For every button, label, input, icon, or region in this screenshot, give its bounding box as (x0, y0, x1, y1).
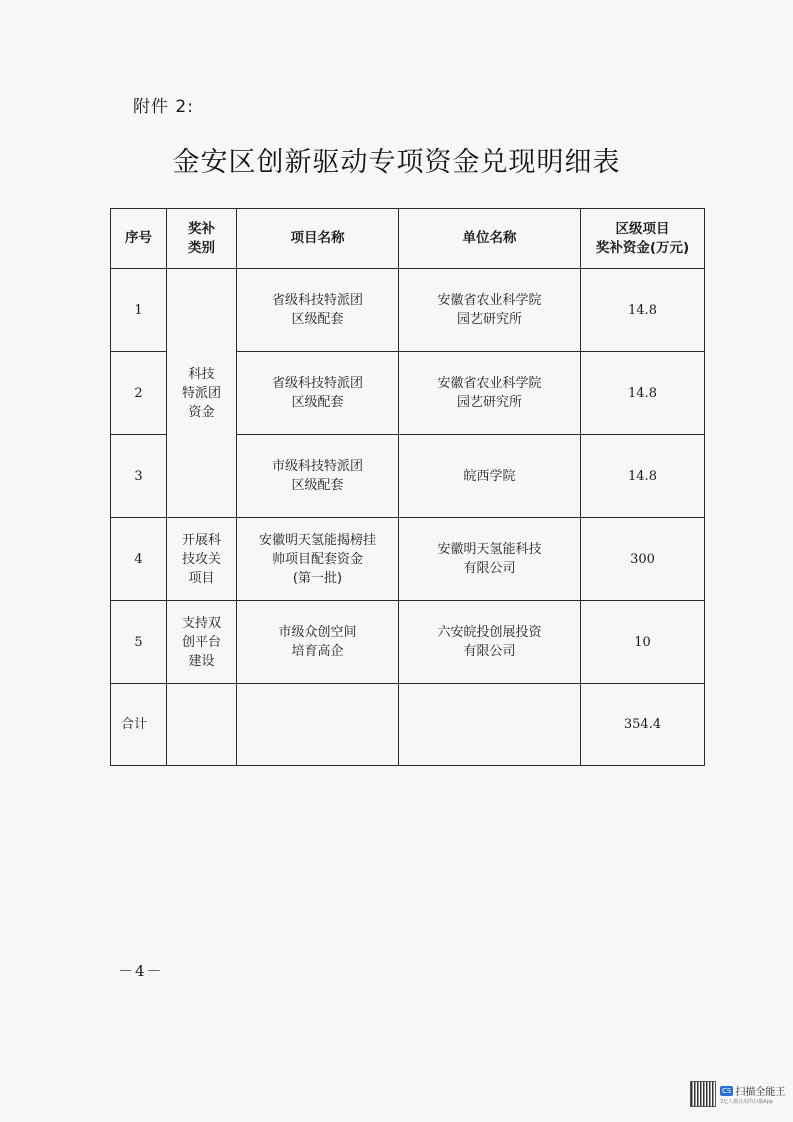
unit-line: 有限公司 (463, 561, 516, 576)
row-seq: 5 (111, 601, 167, 684)
project-line: 省级科技特派团 (271, 376, 363, 391)
category-line: 特派团 (181, 385, 221, 401)
amount-cell: 14.8 (581, 352, 705, 435)
project-line: (第一批) (292, 570, 343, 586)
header-category-line2: 类别 (188, 239, 215, 256)
table-row (111, 601, 705, 684)
row-seq: 4 (111, 518, 167, 601)
header-unit: 单位名称 (399, 209, 581, 269)
project-line: 安徽明天氢能揭榜挂 (258, 532, 376, 548)
header-category-line1: 奖补 (188, 220, 215, 237)
funding-detail-table (110, 208, 705, 766)
table-row (111, 269, 705, 352)
scanner-badge-text (720, 1083, 785, 1105)
category-line: 开展科 (181, 532, 221, 548)
unit-line: 安徽明天氢能科技 (437, 542, 542, 557)
category-line: 支持双 (181, 615, 221, 631)
category-line: 创平台 (181, 634, 221, 650)
unit-cell (399, 601, 581, 684)
project-cell (237, 352, 399, 435)
category-line: 资金 (188, 404, 215, 420)
project-line: 市级众创空间 (278, 625, 357, 640)
unit-line: 六安皖投创展投资 (437, 625, 542, 640)
unit-cell (399, 352, 581, 435)
row-seq: 3 (111, 435, 167, 518)
unit-line: 安徽省农业科学院 (437, 376, 542, 391)
category-cell (167, 601, 237, 684)
unit-line: 园艺研究所 (456, 395, 522, 410)
header-amount (581, 209, 705, 269)
header-amount-line2: 奖补资金(万元) (595, 239, 690, 256)
category-line: 技攻关 (181, 551, 221, 567)
category-line: 项目 (188, 570, 215, 586)
table-total-row (111, 684, 705, 766)
unit-line: 园艺研究所 (456, 312, 522, 327)
amount-cell: 14.8 (581, 435, 705, 518)
scanner-brand: 扫描全能王 (735, 1087, 786, 1098)
scanner-tagline: 3亿人都在用的扫描App (720, 1099, 773, 1105)
project-line: 区级配套 (291, 478, 344, 493)
total-label: 合计 (111, 684, 167, 766)
unit-cell: 皖西学院 (399, 435, 581, 518)
row-seq: 2 (111, 352, 167, 435)
unit-line: 安徽省农业科学院 (437, 293, 542, 308)
category-cell (167, 518, 237, 601)
document-title: 金安区创新驱动专项资金兑现明细表 (172, 147, 621, 178)
amount-cell: 14.8 (581, 269, 705, 352)
empty-cell (237, 684, 399, 766)
header-seq: 序号 (111, 209, 167, 269)
category-line: 建设 (188, 653, 215, 669)
empty-cell (167, 684, 237, 766)
project-line: 培育高企 (291, 644, 344, 659)
scanner-badge-top (720, 1083, 785, 1098)
project-line: 区级配套 (291, 395, 344, 410)
header-amount-line1: 区级项目 (615, 220, 670, 237)
project-line: 省级科技特派团 (271, 293, 363, 308)
project-cell (237, 435, 399, 518)
scanner-watermark (690, 1078, 786, 1110)
qr-code-icon (690, 1081, 716, 1107)
project-line: 市级科技特派团 (271, 459, 363, 474)
project-line: 区级配套 (291, 312, 344, 327)
project-cell (237, 601, 399, 684)
unit-cell (399, 518, 581, 601)
table-header-row (111, 209, 705, 269)
unit-cell (399, 269, 581, 352)
empty-cell (399, 684, 581, 766)
header-category (167, 209, 237, 269)
table-row (111, 518, 705, 601)
project-cell (237, 518, 399, 601)
page-number: －4－ (118, 962, 164, 980)
total-amount: 354.4 (581, 684, 705, 766)
attachment-label: 附件 2: (133, 97, 194, 117)
project-line: 帅项目配套资金 (271, 551, 363, 567)
project-cell (237, 269, 399, 352)
category-line: 科技 (188, 366, 215, 382)
camscanner-logo-icon: CS (722, 1086, 732, 1095)
amount-cell: 300 (581, 518, 705, 601)
category-cell-tech-team (167, 269, 237, 518)
header-project: 项目名称 (237, 209, 399, 269)
row-seq: 1 (111, 269, 167, 352)
unit-line: 有限公司 (463, 644, 516, 659)
amount-cell: 10 (581, 601, 705, 684)
